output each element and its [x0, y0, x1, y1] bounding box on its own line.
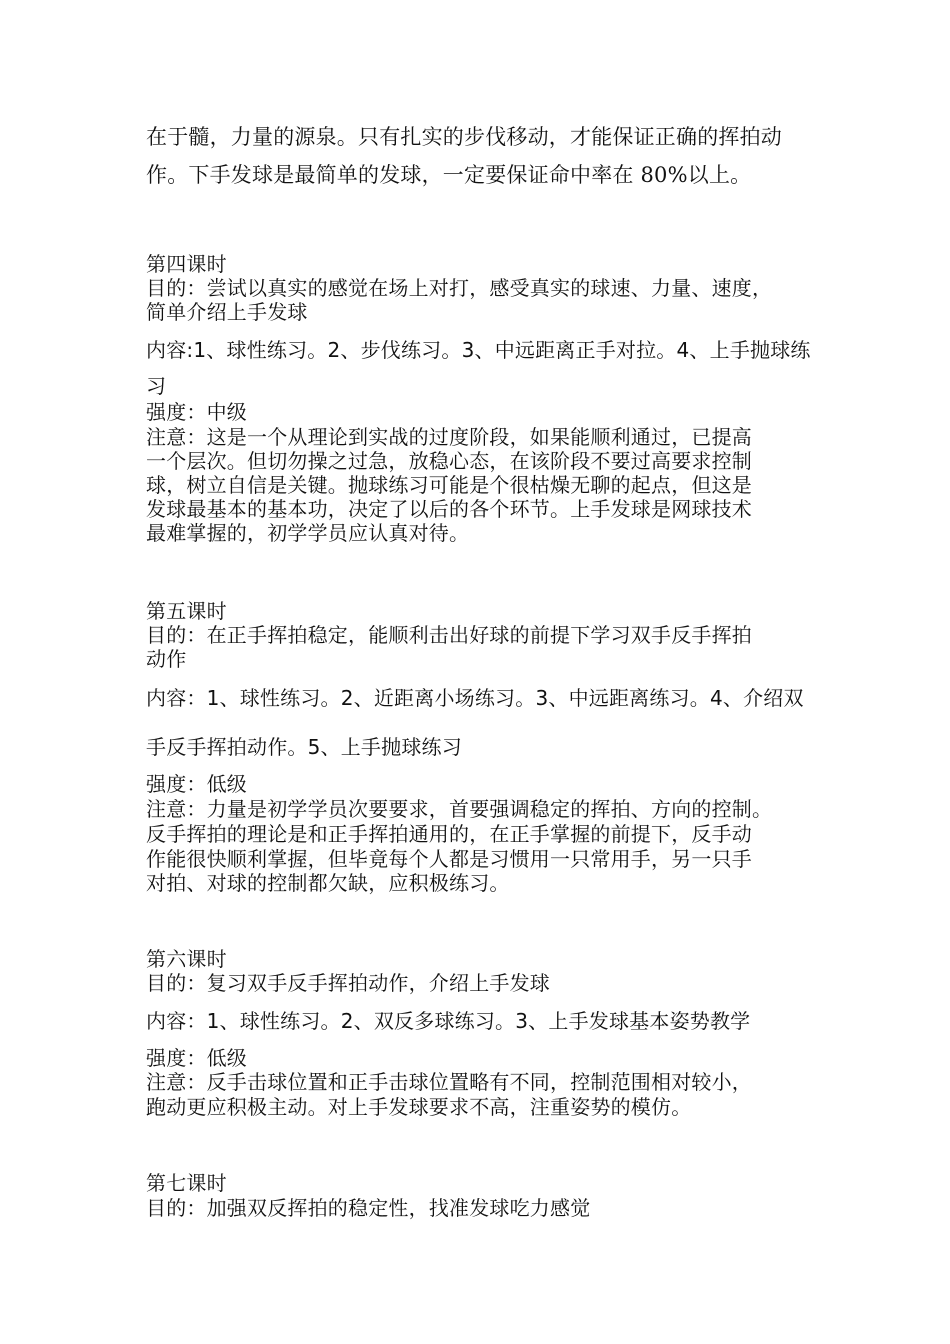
lesson5-content-line-2: 手反手挥拍动作。5、上手抛球练习	[146, 735, 462, 759]
lesson6-note-line-1: 注意：反手击球位置和正手击球位置略有不同，控制范围相对较小，	[146, 1070, 752, 1094]
lesson6-goal-line-1: 目的：复习双手反手挥拍动作，介绍上手发球	[146, 971, 550, 995]
intro-line-1: 在于髓，力量的源泉。只有扎实的步伐移动，才能保证正确的挥拍动	[146, 125, 782, 149]
lesson6-intensity: 强度：低级	[146, 1046, 247, 1070]
lesson4-goal-line-2: 简单介绍上手发球	[146, 300, 308, 324]
lesson4-note-line-3: 球，树立自信是关键。抛球练习可能是个很枯燥无聊的起点，但这是	[146, 473, 752, 497]
intro-line-2: 作。下手发球是最简单的发球，一定要保证命中率在 80%以上。	[146, 163, 752, 187]
lesson4-content-line-1: 内容:1、球性练习。2、步伐练习。3、中远距离正手对拉。4、上手抛球练	[146, 338, 811, 362]
lesson4-title: 第四课时	[146, 252, 227, 276]
lesson7-title: 第七课时	[146, 1171, 227, 1195]
lesson4-content-line-2: 习	[146, 374, 167, 398]
lesson5-goal-line-2: 动作	[146, 647, 187, 671]
lesson4-intensity: 强度：中级	[146, 400, 247, 424]
lesson6-note-line-2: 跑动更应积极主动。对上手发球要求不高，注重姿势的模仿。	[146, 1095, 692, 1119]
lesson4-goal-line-1: 目的：尝试以真实的感觉在场上对打，感受真实的球速、力量、速度，	[146, 276, 773, 300]
lesson5-note-line-4: 对拍、对球的控制都欠缺，应积极练习。	[146, 871, 510, 895]
lesson7-goal-line-1: 目的：加强双反挥拍的稳定性，找准发球吃力感觉	[146, 1196, 591, 1220]
lesson5-content-line-1: 内容：1、球性练习。2、近距离小场练习。3、中远距离练习。4、介绍双	[146, 686, 804, 710]
lesson6-title: 第六课时	[146, 947, 227, 971]
lesson5-title: 第五课时	[146, 599, 227, 623]
lesson5-goal-line-1: 目的：在正手挥拍稳定，能顺利击出好球的前提下学习双手反手挥拍	[146, 623, 752, 647]
lesson4-note-line-4: 发球最基本的基本功，决定了以后的各个环节。上手发球是网球技术	[146, 497, 752, 521]
lesson5-note-line-3: 作能很快顺利掌握，但毕竟每个人都是习惯用一只常用手，另一只手	[146, 847, 752, 871]
lesson4-note-line-1: 注意：这是一个从理论到实战的过度阶段，如果能顺利通过，已提高	[146, 425, 752, 449]
lesson5-intensity: 强度：低级	[146, 772, 247, 796]
lesson6-content-line-1: 内容：1、球性练习。2、双反多球练习。3、上手发球基本姿势教学	[146, 1009, 751, 1033]
lesson5-note-line-1: 注意：力量是初学学员次要要求，首要强调稳定的挥拍、方向的控制。	[146, 797, 773, 821]
lesson4-note-line-5: 最难掌握的，初学学员应认真对待。	[146, 521, 470, 545]
lesson5-note-line-2: 反手挥拍的理论是和正手挥拍通用的，在正手掌握的前提下，反手动	[146, 822, 752, 846]
lesson4-note-line-2: 一个层次。但切勿操之过急，放稳心态，在该阶段不要过高要求控制	[146, 449, 752, 473]
